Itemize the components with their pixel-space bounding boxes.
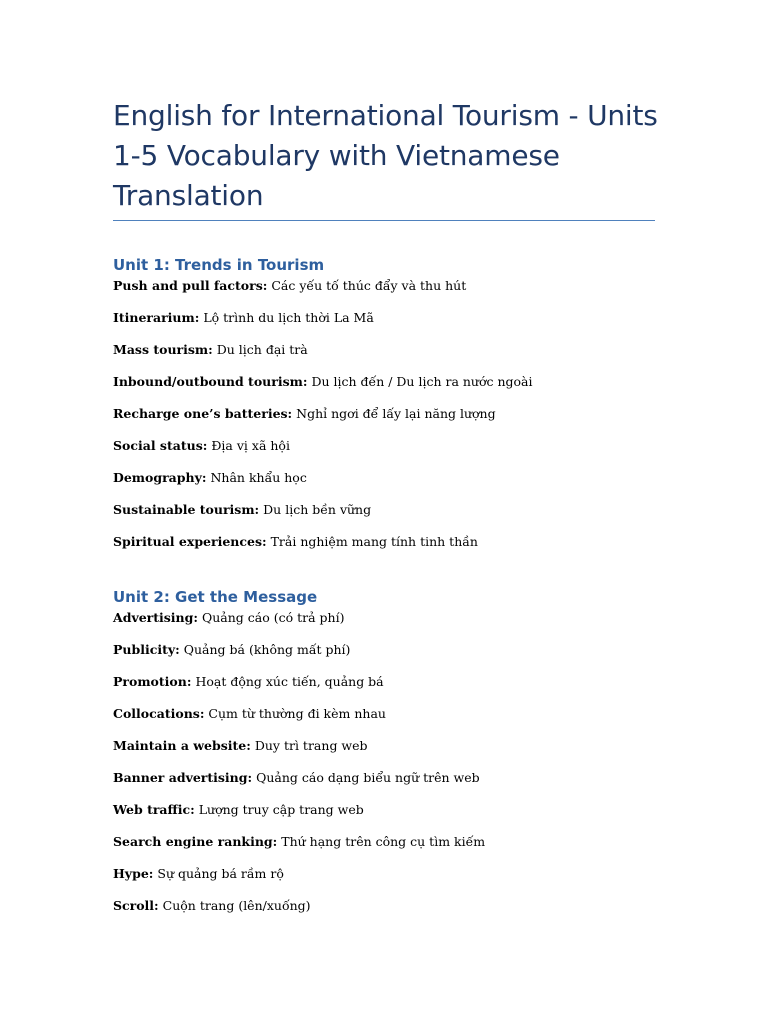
vocab-term: Hype: [113,866,154,881]
vocab-translation: Lộ trình du lịch thời La Mã [203,310,374,325]
vocab-term: Banner advertising: [113,770,253,785]
vocab-term: Advertising: [113,610,198,625]
vocab-entry [113,436,673,468]
vocab-translation: Quảng cáo (có trả phí) [201,610,345,625]
vocab-translation: Cụm từ thường đi kèm nhau [208,706,386,721]
vocab-term: Inbound/outbound tourism: [113,374,308,389]
vocab-translation: Sự quảng bá rầm rộ [157,866,284,881]
vocab-term: Demography: [113,470,207,485]
vocab-translation: Lượng truy cập trang web [198,802,364,817]
vocab-entry [113,532,673,564]
vocab-translation: Nhân khẩu học [210,470,307,485]
vocab-term: Social status: [113,438,208,453]
vocab-translation: Du lịch đại trà [216,342,308,357]
vocab-translation: Cuộn trang (lên/xuống) [162,898,311,913]
vocab-translation: Các yếu tố thúc đẩy và thu hút [271,278,467,293]
vocab-term: Mass tourism: [113,342,213,357]
vocab-term: Push and pull factors: [113,278,268,293]
vocab-translation: Du lịch đến / Du lịch ra nước ngoài [311,374,533,389]
vocab-term: Publicity: [113,642,180,657]
vocab-entry [113,864,673,896]
vocab-entry [113,832,673,864]
title-underline [113,220,655,221]
vocab-entry [113,768,673,800]
vocab-entry [113,672,673,704]
vocab-entry [113,308,673,340]
vocab-entry [113,404,673,436]
vocab-entry [113,640,673,672]
section-heading: Unit 1: Trends in Tourism [113,256,325,274]
vocab-entry [113,500,673,532]
vocab-term: Sustainable tourism: [113,502,260,517]
vocab-entry [113,800,673,832]
vocab-entry [113,896,673,928]
vocab-entry [113,608,673,640]
vocab-entry [113,736,673,768]
vocab-term: Web traffic: [113,802,195,817]
document-title: English for International Tourism - Units 1-5 Vocabulary with Vietnamese Translation [113,99,658,212]
vocab-term: Recharge one’s batteries: [113,406,293,421]
vocab-term: Search engine ranking: [113,834,278,849]
vocab-term: Maintain a website: [113,738,251,753]
section-unit-1 [113,254,673,564]
vocab-translation: Hoạt động xúc tiến, quảng bá [195,674,384,689]
vocab-term: Scroll: [113,898,159,913]
vocab-translation: Địa vị xã hội [211,438,290,453]
vocab-term: Itinerarium: [113,310,200,325]
vocab-entry [113,372,673,404]
vocab-term: Spiritual experiences: [113,534,267,549]
vocab-translation: Quảng cáo dạng biểu ngữ trên web [256,770,480,785]
vocab-entry [113,704,673,736]
vocab-entry [113,468,673,500]
vocab-translation: Thứ hạng trên công cụ tìm kiếm [281,834,486,849]
vocab-translation: Du lịch bền vững [263,502,372,517]
vocab-term: Collocations: [113,706,205,721]
vocab-entry [113,340,673,372]
vocab-entry [113,276,673,308]
vocab-translation: Duy trì trang web [254,738,368,753]
vocab-translation: Nghỉ ngơi để lấy lại năng lượng [296,406,496,421]
vocab-translation: Trải nghiệm mang tính tinh thần [270,534,478,549]
section-unit-2 [113,586,673,928]
vocab-term: Promotion: [113,674,192,689]
section-heading: Unit 2: Get the Message [113,588,318,606]
vocab-translation: Quảng bá (không mất phí) [183,642,351,657]
